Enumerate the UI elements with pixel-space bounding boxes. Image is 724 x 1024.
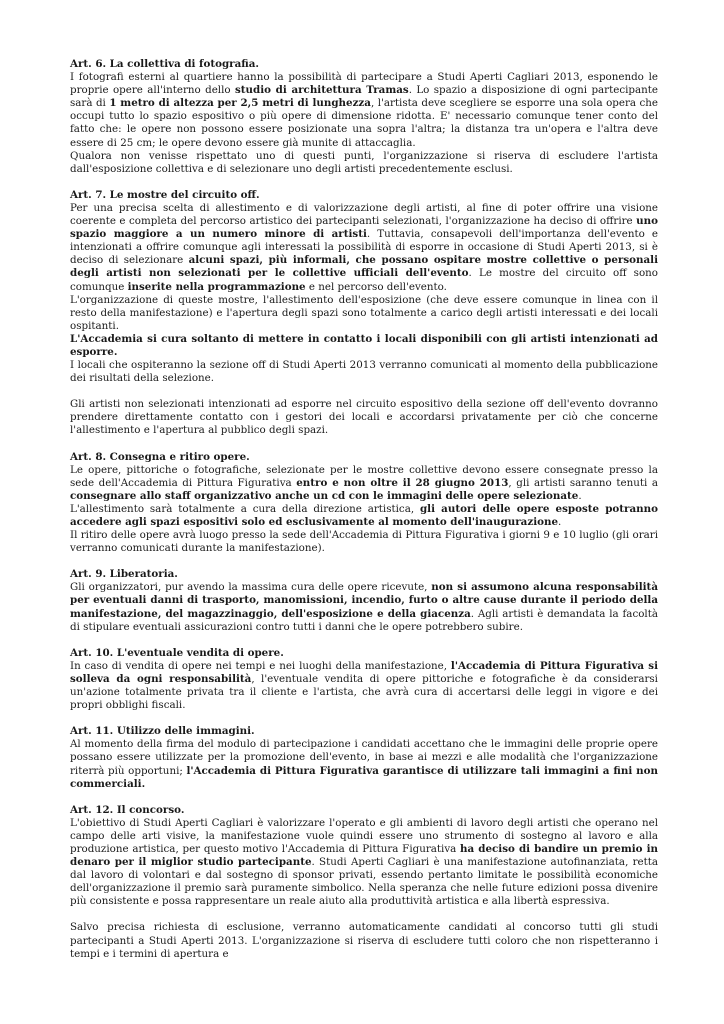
- text-run: Gli artisti non selezionati intenzionati ad esporre nel circuito espositivo della sezione off dell'evento dovranno prendere direttamente contatto con i gestori dei locali e accordarsi privatamente per ciò che concerne l'allestimento e l'apertura al pubblico degli spazi.: [70, 398, 658, 437]
- article-11-title: Art. 11. Utilizzo delle immagini.: [70, 725, 255, 738]
- text-run: L'organizzazione di queste mostre, l'allestimento dell'esposizione (che deve essere comunque in linea con il resto della manifestazione) e l'apertura degli spazi sono totalmente a carico degli artisti interessati e dei locali ospitanti.: [70, 293, 658, 332]
- text-run: .: [558, 516, 562, 528]
- text-run: Salvo precisa richiesta di esclusione, verranno automaticamente candidati al concorso tutti gli studi partecipanti a Studi Aperti 2013. L'organizzazione si riserva di escludere tutti coloro che non rispetteranno i tempi e i termini di apertura e: [70, 921, 658, 960]
- article-12: [70, 804, 658, 961]
- text-run: L'obiettivo di Studi Aperti Cagliari è valorizzare l'operato e gli ambienti di lavoro degli artisti che operano nel campo delle arti visive, la manifestazione vuole quindi essere uno strumento di sostegno al lavoro e alla produzione artistica, per questo motivo l'Accademia di Pittura Figurativa: [70, 816, 658, 855]
- article-12-title: Art. 12. Il concorso.: [70, 803, 185, 816]
- text-run: Al momento della firma del modulo di partecipazione i candidati accettano che le immagini delle proprie opere possano essere utilizzate per la promozione dell'evento, in base ai mezzi e alle modalità che l'organizzazione riterrà più opportuni;: [70, 738, 658, 777]
- text-run: e nel percorso dell'evento.: [305, 280, 447, 293]
- text-run: In caso di vendita di opere nei tempi e nei luoghi della manifestazione,: [70, 659, 451, 672]
- bold-text-run: studio di architettura Tramas: [234, 84, 409, 97]
- article-9-paragraph: [70, 581, 658, 633]
- text-run: . Le mostre del circuito off sono comunque: [70, 267, 658, 293]
- bold-text-run: inserite nella programmazione: [127, 280, 306, 293]
- article-6-paragraph: [70, 150, 658, 176]
- article-7-paragraph: [70, 294, 658, 333]
- bold-text-run: entro e non oltre il 28 giugno 2013: [296, 476, 509, 489]
- text-run: Qualora non venisse rispettato uno di questi punti, l'organizzazione si riserva di escludere l'artista dall'esposizione collettiva e di selezionare uno degli artisti precedentemente esclusi.: [70, 149, 658, 175]
- article-10: [70, 647, 658, 712]
- article-8-title: Art. 8. Consegna e ritiro opere.: [70, 450, 250, 463]
- document-page: [70, 58, 658, 974]
- text-run: L'allestimento sarà totalmente a cura della direzione artistica,: [70, 502, 420, 515]
- article-7-paragraph: [70, 359, 658, 385]
- article-7-paragraph: [70, 202, 658, 294]
- article-7-paragraph: [70, 333, 658, 359]
- text-run: Il ritiro delle opere avrà luogo presso la sede dell'Accademia di Pittura Figurativa i giorni 9 e 10 luglio (gli orari verranno comunicati durante la manifestazione).: [70, 529, 658, 555]
- bold-text-run: gli autori delle opere esposte potranno accedere agli spazi espositivi solo ed esclusivamente al momento dell'inaugurazione: [70, 502, 658, 528]
- paragraph-spacer: [70, 385, 658, 398]
- article-6-title: Art. 6. La collettiva di fotografia.: [70, 58, 260, 70]
- article-9-title: Art. 9. Liberatoria.: [70, 568, 178, 581]
- article-10-paragraph: [70, 660, 658, 712]
- text-run: .: [578, 489, 582, 502]
- text-run: . Agli artisti è demandata la facoltà di stipulare eventuali assicurazioni contro tutti i danni che le opere potrebbero subire.: [70, 607, 658, 633]
- text-run: . Tuttavia, consapevoli dell'importanza dell'evento e intenzionati a offrire comunque agli interessati la possibilità di esporre in occasione di Studi Aperti 2013, si è deciso di selezionare: [70, 228, 658, 267]
- text-run: . Studi Aperti Cagliari è una manifestazione autofinanziata, retta dal lavoro di volontari e dal sostegno di sponsor privati, essendo pertanto limitate le possibilità economiche dell'organizzazione il premio sarà puramente simbolico. Nella speranza che nelle future edizioni possa divenire più consistente e possa rappresentare un reale aiuto alla produttività artistica e alla libertà espressiva.: [70, 856, 659, 908]
- article-12-paragraph: [70, 817, 658, 909]
- article-11-paragraph: [70, 738, 658, 790]
- text-run: I locali che ospiteranno la sezione off di Studi Aperti 2013 verranno comunicati al momento della pubblicazione dei risultati della selezione.: [70, 359, 658, 385]
- bold-text-run: l'Accademia di Pittura Figurativa si solleva da ogni responsabilità: [70, 659, 658, 685]
- paragraph-spacer: [70, 908, 658, 921]
- article-8-paragraph: [70, 503, 658, 529]
- text-run: Gli organizzatori, pur avendo la massima cura delle opere ricevute,: [70, 581, 432, 594]
- text-run: Per una precisa scelta di allestimento e di valorizzazione degli artisti, al fine di poter offrire una visione coerente e completa del percorso artistico dei partecipanti selezionati, l'organizzazione ha deciso di offrire: [70, 201, 658, 228]
- article-11: [70, 725, 658, 790]
- bold-text-run: 1 metro di altezza per 2,5 metri di lunghezza: [109, 97, 371, 110]
- article-10-title: Art. 10. L'eventuale vendita di opere.: [70, 646, 284, 659]
- text-run: , l'artista deve scegliere se esporre una sola opera che occupi tutto lo spazio espositivo o più opere di dimensione ridotta. E' necessario comunque tener conto del fatto che: le opere non possono essere posizionate una sopra l'altra; la distanza tra un'opera e l'altra deve essere di 25 cm; le opere devono essere già munite di attaccaglia.: [70, 97, 659, 149]
- bold-text-run: consegnare allo staff organizzativo anche un cd con le immagini delle opere selezionate: [70, 489, 579, 502]
- text-run: Le opere, pittoriche o fotografiche, selezionate per le mostre collettive devono essere consegnate presso la sede dell'Accademia di Pittura Figurativa: [70, 463, 658, 489]
- bold-text-run: alcuni spazi, più informali, che possano ospitare mostre collettive o personali degli artisti non selezionati per le collettive ufficiali dell'evento: [70, 254, 658, 280]
- article-7: [70, 189, 658, 438]
- text-run: , l'eventuale vendita di opere pittoriche e fotografiche è da considerarsi un'azione totalmente privata tra il cliente e l'artista, che avrà cura di accertarsi delle leggi in vigore e dei propri obblighi fiscali.: [70, 672, 658, 712]
- text-run: , gli artisti saranno tenuti a: [508, 476, 658, 489]
- text-run: I fotografi esterni al quartiere hanno la possibilità di partecipare a Studi Aperti Cagliari 2013, esponendo le proprie opere all'interno dello: [70, 71, 658, 97]
- article-8-paragraph: [70, 529, 658, 555]
- bold-text-run: L'Accademia si cura soltanto di mettere in contatto i locali disponibili con gli artisti intenzionati ad esporre.: [70, 332, 658, 358]
- article-6-paragraph: [70, 71, 658, 150]
- article-7-title: Art. 7. Le mostre del circuito off.: [70, 188, 260, 201]
- bold-text-run: l'Accademia di Pittura Figurativa garantisce di utilizzare tali immagini a fini non commerciali.: [70, 764, 658, 790]
- bold-text-run: uno spazio maggiore a un numero minore di artisti: [70, 215, 658, 241]
- article-7-paragraph: [70, 398, 658, 437]
- article-9: [70, 568, 658, 633]
- article-6: [70, 58, 658, 176]
- article-12-paragraph: [70, 921, 658, 960]
- article-8: [70, 451, 658, 556]
- bold-text-run: non si assumono alcuna responsabilità per eventuali danni di trasporto, manomissioni, incendio, furto o altre cause durante il periodo della manifestazione, del magazzinaggio, dell'esposizione e della giacenza: [70, 581, 658, 620]
- text-run: . Lo spazio a disposizione di ogni partecipante sarà di: [70, 84, 658, 110]
- article-8-paragraph: [70, 464, 658, 503]
- bold-text-run: ha deciso di bandire un premio in denaro per il miglior studio partecipante: [70, 842, 658, 869]
